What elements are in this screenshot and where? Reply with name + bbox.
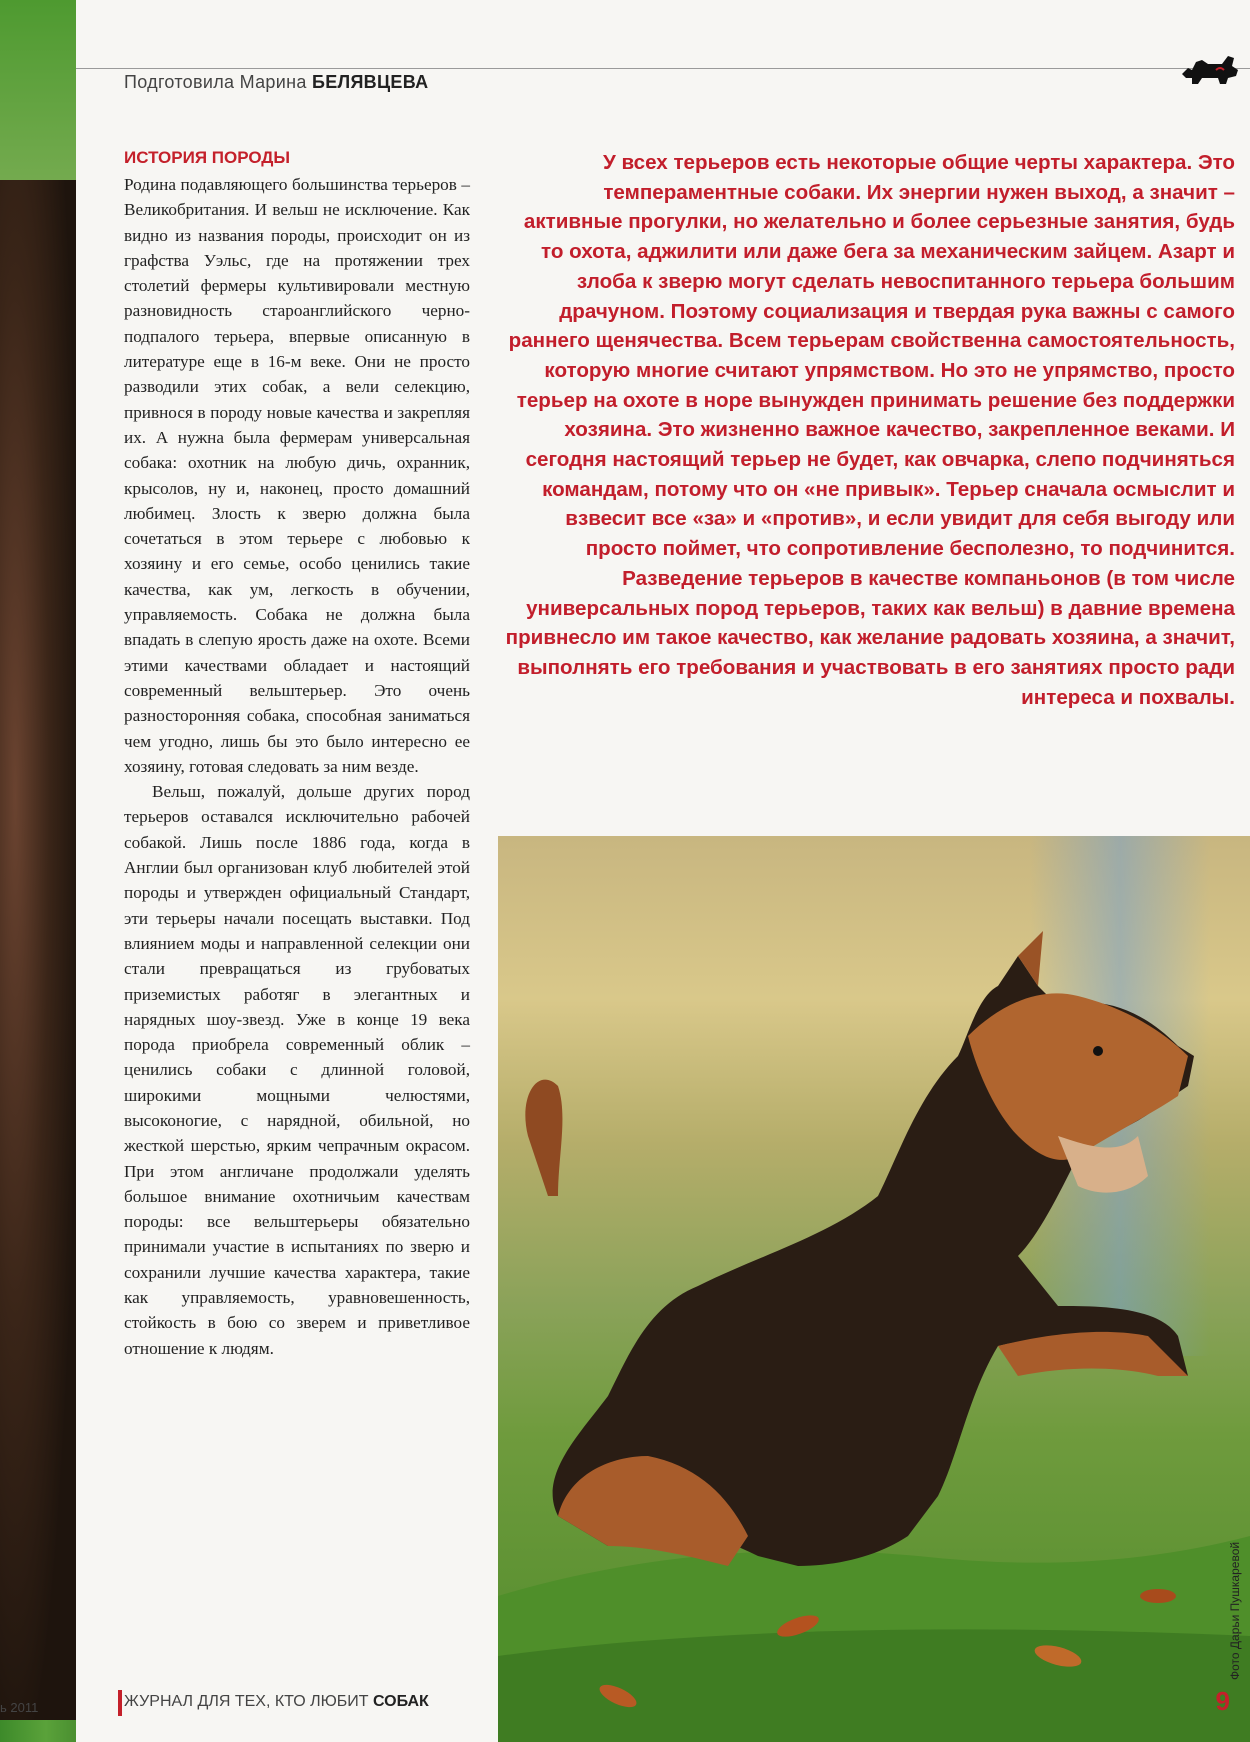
left-dog-photo-edge [0, 180, 76, 1720]
footer-date-fragment: ь 2011 [0, 1700, 39, 1715]
section-title: ИСТОРИЯ ПОРОДЫ [124, 148, 291, 167]
article-paragraph: Родина подавляющего большинства терьеров – Великобритания. И вельш не исключение. Как видно из названия породы, происходит он из графства Уэльс, где на протяжении трех столетий фермеры культивировали местную разновидность староанглийского черно-подпалого терьера, впервые описанную в литературе еще в 16-м веке. Они не просто разводили этих собак, а вели селекцию, привнося в породу новые качества и закрепляя их. А нужна была фермерам универсальная собака: охотник на любую дичь, охранник, крысолов, ну и, наконец, просто домашний любимец. Злость к зверю должна была сочетаться в этом терьере с любовью к хозяину и его семье, особо ценились такие качества, как ум, легкость в обучении, управляемость. Собака не должна была впадать в слепую ярость даже на охоте. Всеми этими качествами обладает и настоящий современный вельштерьер. Это очень разносторонняя собака, способная заниматься чем угодно, лишь бы это было интересно ее хозяину, готовая следовать за ним везде. [124, 175, 470, 776]
welsh-terrier-illustration [498, 836, 1250, 1742]
footer-journal-name [124, 1693, 429, 1711]
photo-credit-text: Фото Дарьи Пушкаревой [1228, 1541, 1242, 1680]
article-paragraph: Вельш, пожалуй, дольше других пород терьеров оставался исключительно рабочей собакой. Лишь после 1886 года, когда в Англии был организован клуб любителей этой породы и утвержден официальный Стандарт, эти терьеры начали посещать выставки. Под влиянием моды и направленной селекции они стали превращаться из грубоватых приземистых работяг в элегантных и нарядных шоу-звезд. Уже в конце 19 века порода приобрела современный облик – ценились собаки с длинной головой, широкими мощными челюстями, высоконогие, с нарядной, обильной, но жесткой шерстью, ярким чепрачным окрасом. При этом англичане продолжали уделять большое внимание охотничьим качествам породы: все вельштерьеры обязательно принимали участие в испытаниях по зверю и сохранили лучшие качества характера, такие как управляемость, уравновешенность, стойкость в бою со зверем и приветливое отношение к людям. [124, 782, 470, 1358]
footer-journal-prefix: ЖУРНАЛ ДЛЯ ТЕХ, КТО ЛЮБИТ [124, 1693, 369, 1710]
footer-journal-word: СОБАК [372, 1693, 429, 1710]
article-body [124, 172, 470, 1361]
byline [124, 72, 428, 93]
lead-text: У всех терьеров есть некоторые общие черты характера. Это темпераментные собаки. Их энергии нужен выход, а значит – активные прогулки, но желательно и более серьезные занятия, будь то охота, аджилити или даже бега за механическим зайцем. Азарт и злоба к зверю могут сделать невоспитанного терьера большим драчуном. Поэтому социализация и твердая рука важны с самого раннего щенячества. Всем терьерам свойственна самостоятельность, которую многие считают упрямством. Но это не упрямство, просто терьер на охоте в норе вынужден принимать решение без поддержки хозяина. Это жизненно важное качество, закрепленное веками. И сегодня настоящий терьер не будет, как овчарка, слепо подчиняться командам, потому что он «не привык». Терьер сначала осмыслит и взвесит все «за» и «против», и если увидит для себя выгоду или просто поймет, что сопротивление бесполезно, то подчинится. Разведение терьеров в качестве компаньонов (в том числе универсальных пород терьеров, таких как вельш) в давние времена привнесло им такое качество, как желание радовать хозяина, а значит, выполнять его требования и участвовать в его занятиях просто ради интереса и похвалы. [505, 151, 1235, 709]
dog-logo-icon [1178, 48, 1242, 92]
byline-prefix: Подготовила Марина [124, 72, 307, 92]
dog-photo [498, 836, 1250, 1742]
header-rule [76, 68, 1250, 69]
photo-credit [1228, 1500, 1246, 1680]
byline-author: БЕЛЯВЦЕВА [311, 72, 429, 92]
footer-accent-bar [118, 1690, 122, 1716]
page-number: 9 [1215, 1686, 1230, 1716]
